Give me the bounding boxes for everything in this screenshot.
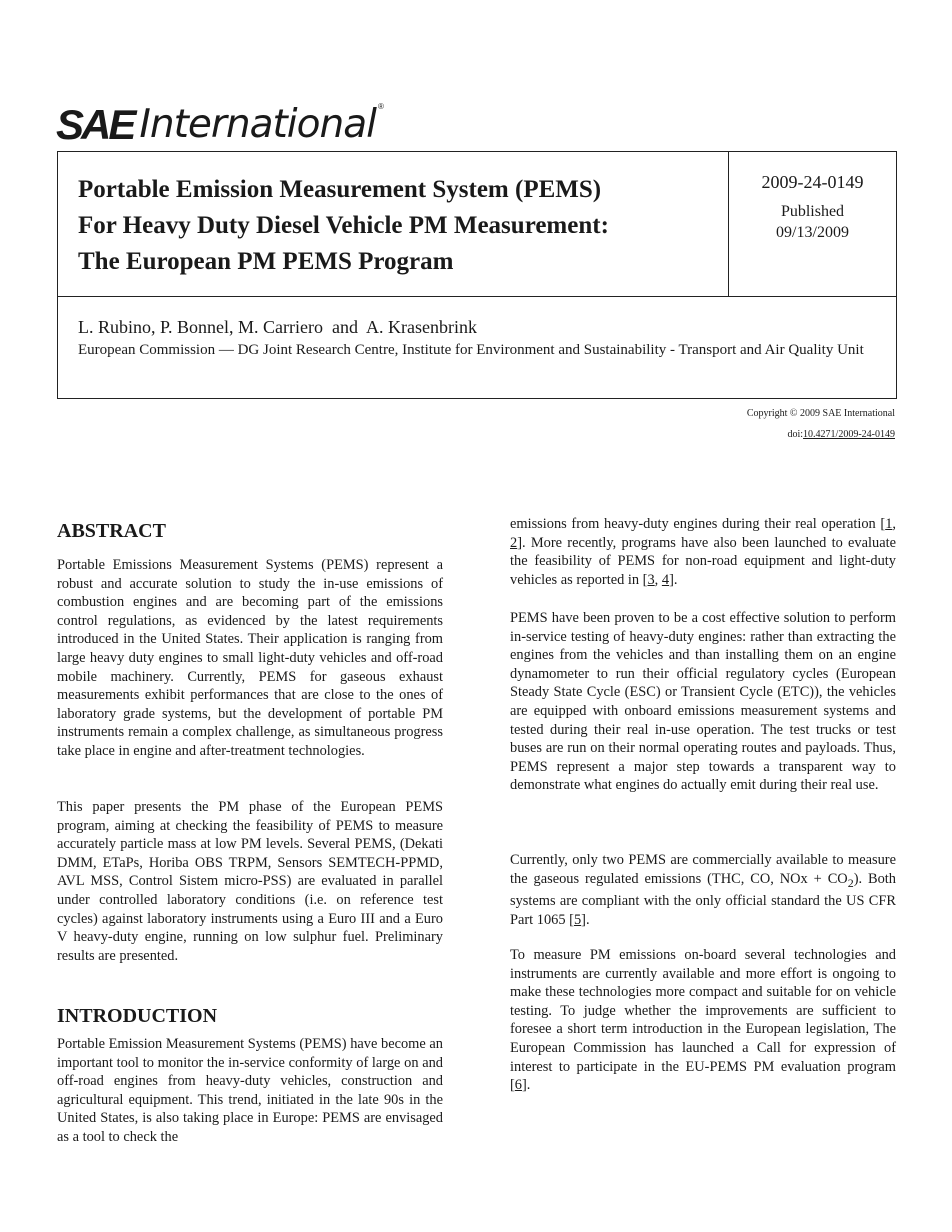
reference-link-4[interactable]: 4 bbox=[661, 571, 670, 588]
copyright-notice: Copyright © 2009 SAE International bbox=[746, 408, 895, 419]
abstract-heading: ABSTRACT bbox=[57, 520, 166, 542]
right-p1-text-c: ]. More recently, programs have also been launched to evaluate the feasibility of PEMS for non-road equipment and light-duty vehicles as reported in [ bbox=[510, 534, 896, 588]
title-line-2: For Heavy Duty Diesel Vehicle PM Measurement: bbox=[78, 212, 609, 239]
authors-cell bbox=[58, 297, 896, 397]
right-p1-text-d: , bbox=[654, 571, 662, 588]
right-paragraph-4 bbox=[510, 946, 896, 1095]
paper-header-box bbox=[57, 151, 897, 399]
abstract-paragraph-1: Portable Emissions Measurement Systems (PEMS) represent a robust and accurate solution to study the in-use emissions of combustion engines and are becoming part of the emissions control regulations, as evidenced by the latest requirements introduced in the United States. Their application is ranging from large heavy duty engines to small light-duty vehicles and off-road mobile machinery. Currently, PEMS for gaseous exhaust measurements exhibit performances that are close to the ones of laboratory grade systems, but the development of portable PM instruments remain a complex challenge, as simultaneous progress take place in engine and after-treatment technologies. bbox=[57, 557, 443, 759]
registered-mark: ® bbox=[377, 102, 384, 111]
title-cell bbox=[58, 152, 729, 297]
doi-label: doi: bbox=[787, 429, 804, 440]
paper-title bbox=[78, 172, 718, 280]
reference-link-2[interactable]: 2 bbox=[510, 534, 518, 551]
introduction-paragraph-1: Portable Emission Measurement Systems (PEMS) have become an important tool to monitor the in-service conformity of large on and off-road engines from heavy-duty vehicles, construction and agricultural equipment. This trend, initiated in the late 90s in the United States, is also taking place in Europe: PEMS are envisaged as a tool to check the bbox=[57, 1036, 443, 1145]
right-p1-text-e: ]. bbox=[669, 571, 678, 588]
right-paragraph-3 bbox=[510, 851, 896, 929]
paper-number: 2009-24-0149 bbox=[761, 172, 864, 192]
doi-line bbox=[787, 429, 895, 440]
right-p4-text-a: To measure PM emissions on-board several technologies and instruments are currently available and more effort is ongoing to make these technologies more compact and suitable for on vehicle testing. To judge whether the improvements are sufficient to foresee a short term introduction in the European legislation, The European Commission has launched a Call for expression of interest to participate in the EU-PEMS PM evaluation program [ bbox=[510, 947, 896, 1094]
right-p1-text-a: emissions from heavy-duty engines during their real operation [ bbox=[510, 516, 886, 532]
co2-subscript: 2 bbox=[847, 875, 854, 890]
published-label: Published bbox=[780, 203, 845, 220]
title-line-3: The European PM PEMS Program bbox=[78, 248, 454, 275]
right-p3-text-b: ). Both systems are compliant with the only official standard the US CFR Part 1065 [ bbox=[510, 870, 896, 928]
right-p1-text-b: , bbox=[892, 516, 896, 532]
right-paragraph-1 bbox=[510, 515, 896, 589]
title-line-1: Portable Emission Measurement System (PEMS) bbox=[78, 176, 602, 203]
right-p4-text-b: ]. bbox=[522, 1077, 531, 1094]
abstract-paragraph-2: This paper presents the PM phase of the European PEMS program, aiming at checking the feasibility of PEMS to measure accurately particle mass at low PM levels. Several PEMS, (Dekati DMM, ETaPs, Horiba OBS TRPM, Sensors SEMTECH-PPMD, AVL MSS, Control Sistem micro-PSS) are evaluated in parallel under controlled laboratory conditions (i.e. on reference test cycles) against laboratory instruments using a Euro III and a Euro V heavy-duty engine, running on low sulphur fuel. Preliminary results are presented. bbox=[57, 799, 443, 964]
reference-link-3[interactable]: 3 bbox=[647, 571, 655, 588]
published-date: 09/13/2009 bbox=[776, 224, 849, 241]
publication-meta-cell bbox=[729, 152, 896, 297]
affiliation: European Commission — DG Joint Research Centre, Institute for Environment and Sustainability - Transport and Air Quality Unit bbox=[78, 342, 864, 358]
doi-link[interactable]: 10.4271/2009-24-0149 bbox=[803, 429, 895, 440]
sae-international-logo bbox=[56, 98, 384, 146]
reference-link-5[interactable]: 5 bbox=[573, 911, 582, 928]
reference-link-1[interactable]: 1 bbox=[885, 516, 893, 532]
introduction-heading: INTRODUCTION bbox=[57, 1005, 218, 1027]
logo-international-wordmark: International bbox=[139, 102, 376, 147]
authors: L. Rubino, P. Bonnel, M. Carriero and A. Krasenbrink bbox=[78, 317, 477, 337]
reference-link-6[interactable]: 6 bbox=[514, 1077, 522, 1094]
right-p3-text-c: ]. bbox=[581, 911, 590, 928]
logo-sae-wordmark: SAE bbox=[56, 101, 134, 148]
right-p3-text-a: Currently, only two PEMS are commercially available to measure the gaseous regulated emissions (THC, CO, NOx + CO bbox=[510, 852, 896, 887]
right-paragraph-2: PEMS have been proven to be a cost effective solution to perform in-service testing of heavy-duty engines: rather than extracting the engines from the vehicles and than installing them on an engine dynamometer to run their official regulatory cycles (European Steady State Cycle (ESC) or Transient Cycle (ETC)), the vehicles are equipped with onboard emissions measurement systems and tested during their real in-use operation. The test trucks or test buses are run on their normal operating routes and payloads. Thus, PEMS represent a major step towards a transparent way to demonstrate what engines do actually emit during their real use. bbox=[510, 610, 896, 794]
